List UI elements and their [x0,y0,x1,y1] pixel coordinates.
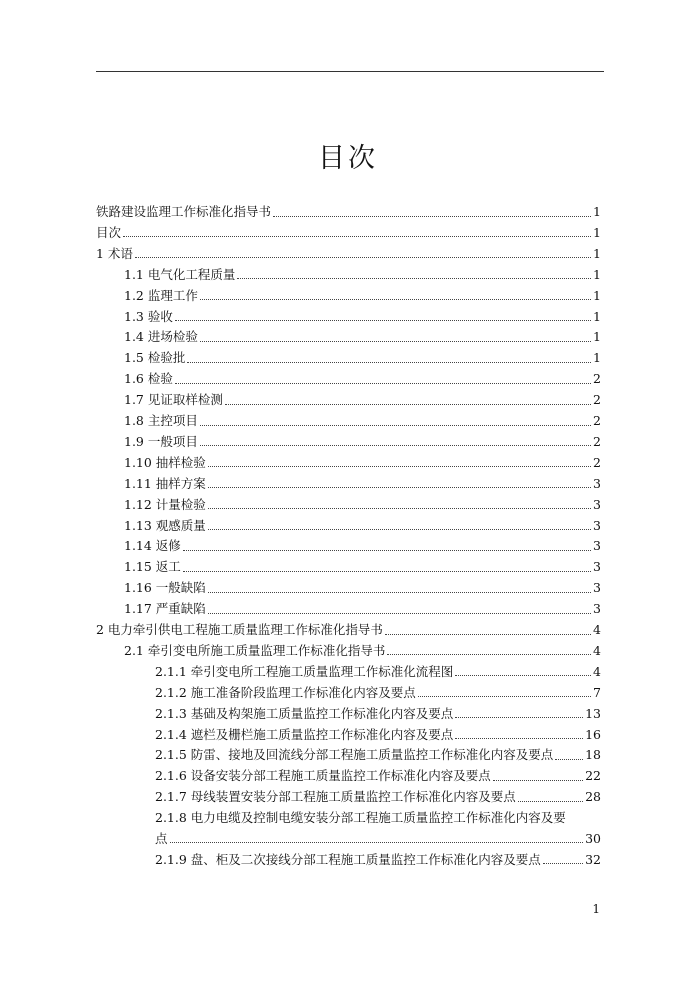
toc-entry-label: 1.15 返工 [124,559,181,575]
toc-entry-label: 1.4 进场检验 [124,329,198,345]
toc-entry-page: 3 [593,580,601,596]
page-title: 目次 [318,143,378,174]
toc-entry[interactable] [124,518,601,534]
toc-entry-page: 1 [593,204,601,219]
toc-entry-page: 30 [585,830,601,846]
toc-entry-page: 2 [593,413,601,428]
toc-entry[interactable] [124,350,601,366]
dot-leader [187,362,591,363]
toc-entry-page: 2 [593,433,601,449]
toc-entry[interactable] [96,246,601,262]
toc-entry-label: 2.1.1 牵引变电所工程施工质量监理工作标准化流程图 [155,663,454,679]
toc-entry-page: 4 [593,663,601,679]
toc-entry[interactable] [124,580,601,596]
toc-entry-page: 32 [585,851,601,867]
dot-leader [455,738,583,739]
dot-leader [183,571,591,572]
toc-entry-label: 2.1.4 遮栏及栅栏施工质量监控工作标准化内容及要点 [155,726,454,742]
toc-entry[interactable] [124,455,601,471]
dot-leader [208,592,591,593]
toc-entry-page: 3 [593,496,601,512]
dot-leader [123,236,591,237]
dot-leader [175,383,591,384]
dot-leader [183,550,591,551]
dot-leader [208,529,591,530]
toc-entry[interactable] [124,497,601,513]
toc-entry[interactable] [124,476,601,492]
page-number: 1 [592,902,600,916]
toc-entry[interactable] [124,559,601,575]
toc-entry-page: 3 [593,475,601,491]
dot-leader [135,257,591,258]
toc-entry[interactable] [124,267,601,283]
toc-entry-label: 1.9 一般项目 [124,433,198,449]
toc-entry-label: 点 [155,830,168,846]
toc-entry-page: 13 [585,705,601,721]
toc-entry[interactable] [124,392,601,408]
toc-entry[interactable] [155,747,601,763]
toc-entry-page: 3 [593,559,601,575]
dot-leader [170,842,584,843]
toc-entry[interactable] [124,413,601,429]
toc-entry[interactable] [155,768,601,784]
dot-leader [455,675,591,676]
dot-leader [555,759,583,760]
toc-entry[interactable] [155,810,601,847]
toc-entry-label: 1.16 一般缺陷 [124,580,206,596]
toc-entry-label: 2.1.2 施工准备阶段监理工作标准化内容及要点 [155,684,416,700]
toc-entry-label: 目次 [96,224,122,240]
toc-entry-label: 1 术语 [96,245,133,261]
toc-entry-label: 1.5 检验批 [124,350,186,366]
toc-entry-page: 7 [593,684,601,700]
toc-entry[interactable] [124,643,601,659]
toc-entry[interactable] [124,601,601,617]
toc-entry[interactable] [96,204,601,220]
toc-entry-label: 2 电力牵引供电工程施工质量监理工作标准化指导书 [96,622,383,637]
toc-entry[interactable] [155,727,601,743]
toc-entry-label: 1.10 抽样检验 [124,454,206,470]
toc-entry-page: 16 [585,726,601,742]
toc-entry[interactable] [124,288,601,304]
dot-leader [200,341,591,342]
toc-entry[interactable] [155,706,601,722]
toc-entry-page: 1 [593,308,601,324]
toc-entry-page: 18 [585,747,601,763]
toc-entry-label: 1.13 观感质量 [124,517,206,533]
toc-entry[interactable] [155,852,601,868]
dot-leader [237,278,591,279]
toc-entry[interactable] [124,371,601,387]
toc-entry-page: 1 [593,287,601,303]
toc-entry-label: 2.1.8 电力电缆及控制电缆安装分部工程施工质量监控工作标准化内容及要 [155,810,566,826]
dot-leader [225,404,591,405]
toc-entry[interactable] [124,329,601,345]
toc-entry-page: 2 [593,371,601,387]
toc-entry[interactable] [124,309,601,325]
toc-entry-label: 1.12 计量检验 [124,496,206,512]
dot-leader [200,299,591,300]
toc-entry-page: 3 [593,538,601,554]
toc-entry-label: 2.1.3 基础及构架施工质量监控工作标准化内容及要点 [155,705,454,721]
toc-entry-label: 1.1 电气化工程质量 [124,266,236,282]
dot-leader [387,654,591,655]
dot-leader [543,863,583,864]
dot-leader [385,634,591,635]
toc-entry-label: 1.7 见证取样检测 [124,392,223,408]
toc-entry-page: 3 [593,601,601,617]
toc-entry-page: 2 [593,392,601,408]
toc-entry-page: 4 [593,642,601,658]
dot-leader [273,216,591,217]
toc-entry[interactable] [155,664,601,680]
dot-leader [493,780,583,781]
toc-entry[interactable] [155,789,601,805]
toc-entry-label: 2.1.9 盘、柜及二次接线分部工程施工质量监控工作标准化内容及要点 [155,851,541,867]
toc-entry-label: 铁路建设监理工作标准化指导书 [96,204,272,219]
toc-entry-page: 4 [593,622,601,637]
dot-leader [455,717,583,718]
dot-leader [175,320,591,321]
toc-entry-label: 1.2 监理工作 [124,287,198,303]
toc-entry-label: 2.1.7 母线装置安装分部工程施工质量监控工作标准化内容及要点 [155,789,516,805]
toc-entry-label: 1.14 返修 [124,538,181,554]
toc-entry-label: 1.11 抽样方案 [124,475,206,491]
toc-entry[interactable] [124,538,601,554]
toc-entry-label: 1.6 检验 [124,371,173,387]
dot-leader [518,801,583,802]
toc-entry-label: 2.1 牵引变电所施工质量监理工作标准化指导书 [124,642,386,658]
toc-entry[interactable] [124,434,601,450]
toc-entry-label: 2.1.6 设备安装分部工程施工质量监控工作标准化内容及要点 [155,768,491,784]
toc-entry-page: 1 [593,266,601,282]
dot-leader [418,696,591,697]
toc-entry-page: 1 [593,350,601,366]
toc-entry-label: 1.17 严重缺陷 [124,601,206,617]
toc-entry-page: 2 [593,454,601,470]
toc-entry-page: 3 [593,517,601,533]
dot-leader [208,466,591,467]
toc-entry-page: 22 [585,768,601,784]
toc-entry[interactable] [96,622,601,638]
dot-leader [208,508,591,509]
dot-leader [200,445,591,446]
toc-entry-label: 1.8 主控项目 [124,413,198,428]
dot-leader [208,613,591,614]
toc-entry-page: 1 [593,329,601,345]
toc-entry-label: 2.1.5 防雷、接地及回流线分部工程施工质量监控工作标准化内容及要点 [155,747,554,763]
toc-entry-page: 1 [593,224,601,240]
toc-entry-page: 1 [593,245,601,261]
dot-leader [208,487,591,488]
toc-entry-label: 1.3 验收 [124,308,173,324]
header-rule [96,71,604,72]
toc-entry[interactable] [96,225,601,241]
toc-entry[interactable] [155,685,601,701]
toc-entry-page: 28 [585,789,601,805]
dot-leader [200,425,591,426]
